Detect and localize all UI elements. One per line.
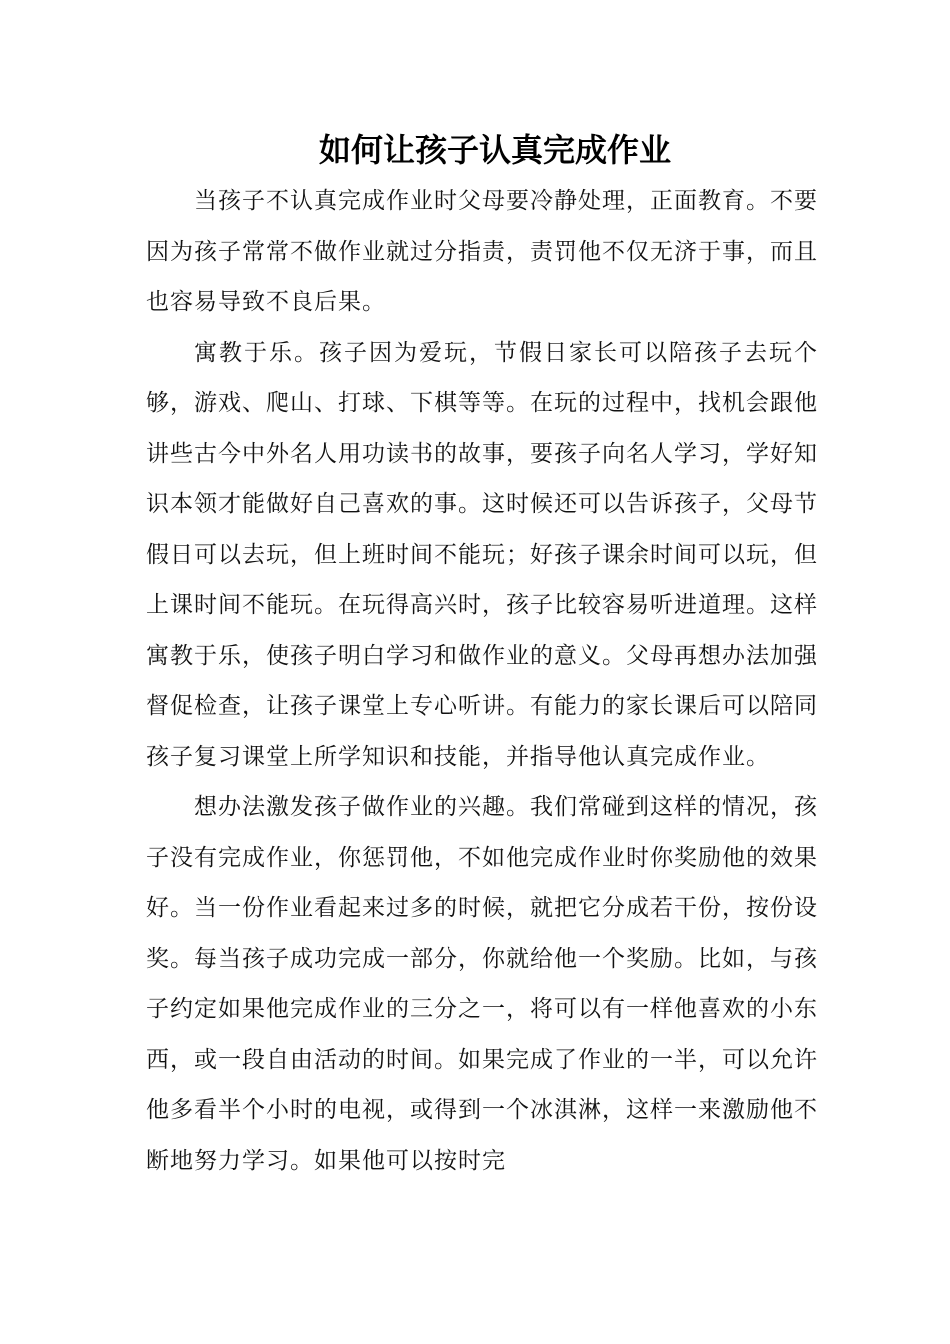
paragraph-1: 当孩子不认真完成作业时父母要冷静处理，正面教育。不要因为孩子常常不做作业就过分指责，责罚他不仅无济于事，而且也容易导致不良后果。	[146, 188, 818, 315]
paragraph-3: 想办法激发孩子做作业的兴趣。我们常碰到这样的情况，孩子没有完成作业，你惩罚他，不如他完成作业时你奖励他的效果好。当一份作业看起来过多的时候，就把它分成若干份，按份设奖。每当孩子成功完成一部分，你就给他一个奖励。比如，与孩子约定如果他完成作业的三分之一，将可以有一样他喜欢的小东西，或一段自由活动的时间。如果完成了作业的一半，可以允许他多看半个小时的电视，或得到一个冰淇淋，这样一来激励他不断地努力学习。如果他可以按时完	[146, 794, 818, 1174]
document-title: 如何让孩子认真完成作业	[318, 131, 671, 169]
paragraph-2: 寓教于乐。孩子因为爱玩，节假日家长可以陪孩子去玩个够，游戏、爬山、打球、下棋等等。在玩的过程中，找机会跟他讲些古今中外名人用功读书的故事，要孩子向名人学习，学好知识本领才能做好自己喜欢的事。这时候还可以告诉孩子，父母节假日可以去玩，但上班时间不能玩；好孩子课余时间可以玩，但上课时间不能玩。在玩得高兴时，孩子比较容易听进道理。这样寓教于乐，使孩子明白学习和做作业的意义。父母再想办法加强督促检查，让孩子课堂上专心听讲。有能力的家长课后可以陪同孩子复习课堂上所学知识和技能，并指导他认真完成作业。	[146, 339, 818, 770]
document-body	[146, 176, 818, 1186]
